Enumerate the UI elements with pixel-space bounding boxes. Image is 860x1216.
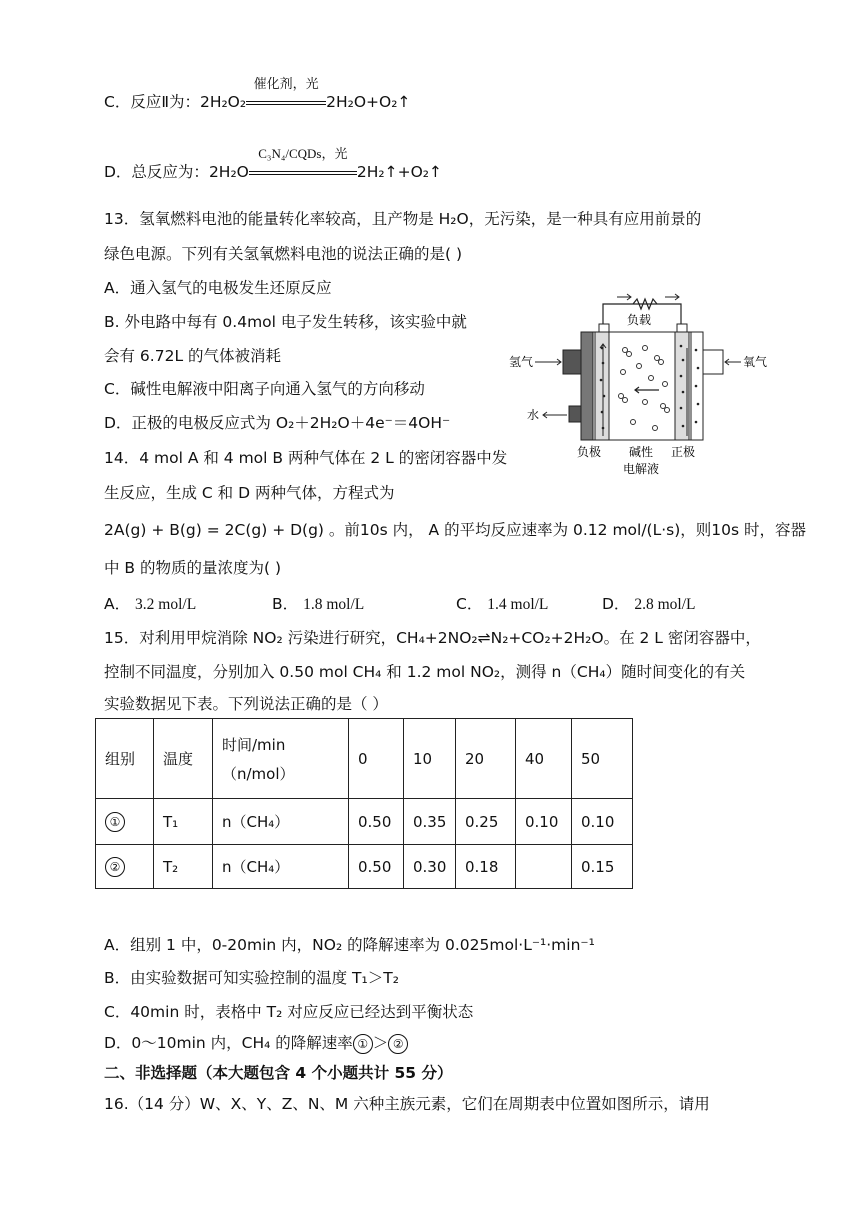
fuel-cell-diagram: [505, 288, 775, 484]
cathode-label: 正极: [671, 445, 696, 459]
group-number: ①: [105, 812, 125, 832]
table-cell: 0.50: [349, 845, 404, 889]
table-header-time: 时间/min: [222, 735, 286, 754]
table-cell: [96, 799, 154, 845]
table-cell: T₂: [154, 845, 213, 889]
q15-option-c: C．40min 时，表格中 T₂ 对应反应已经达到平衡状态: [104, 1003, 474, 1021]
q14-option-d-value: 2.8 mol/L: [634, 596, 696, 613]
table-cell: 0.15: [572, 845, 633, 889]
table-header-cell: 20: [456, 719, 516, 799]
q15-stem-line2: 控制不同温度，分别加入 0.50 mol CH₄ 和 1.2 mol NO₂，测得 n（CH₄）随时间变化的有关: [104, 663, 746, 681]
q12-c-prefix: C．反应Ⅱ为：: [104, 93, 200, 111]
q14-stem-line2: 生反应，生成 C 和 D 两种气体，方程式为: [104, 484, 395, 502]
q12-c-right: 2H₂O+O₂↑: [326, 93, 411, 111]
q14-option-c: [456, 592, 548, 614]
q15-option-b: B．由实验数据可知实验控制的温度 T₁＞T₂: [104, 969, 399, 987]
q14-stem-line1: 14．4 mol A 和 4 mol B 两种气体在 2 L 的密闭容器中发: [104, 449, 508, 467]
anode-label: 负极: [577, 445, 602, 459]
table-header-row: [96, 719, 633, 799]
table-row: [96, 845, 633, 889]
q15-option-d: [104, 1031, 408, 1054]
q12-d-right: 2H₂↑+O₂↑: [356, 163, 442, 181]
q14-option-d: [602, 592, 696, 614]
table-header-cell: [213, 719, 349, 799]
table-cell: [516, 845, 572, 889]
q13-option-b-line2: 会有 6.72L 的气体被消耗: [104, 347, 282, 365]
group-number: ②: [388, 1034, 408, 1054]
table-header-cell: 0: [349, 719, 404, 799]
q12-c-condition: 催化剂，光: [253, 77, 319, 92]
q14-option-a-value: 3.2 mol/L: [135, 596, 197, 613]
table-cell: 0.50: [349, 799, 404, 845]
q12-d-left: 2H₂O: [208, 163, 249, 181]
table-cell: n（CH₄）: [213, 799, 349, 845]
table-cell: n（CH₄）: [213, 845, 349, 889]
q14-option-a: [104, 592, 196, 614]
q14-option-b-value: 1.8 mol/L: [303, 596, 365, 613]
electrolyte-label-1: 碱性: [629, 445, 654, 459]
table-row: [96, 799, 633, 845]
table-header-unit: （n/mol）: [222, 764, 295, 783]
electrolyte-label-2: 电解液: [623, 462, 660, 476]
table-header-cell: 10: [404, 719, 456, 799]
q14-option-b: [272, 592, 364, 614]
table-cell: 0.10: [572, 799, 633, 845]
group-number: ①: [353, 1034, 373, 1054]
oxygen-label: 氧气: [743, 355, 768, 369]
table-cell: 0.25: [456, 799, 516, 845]
q13-option-b-line1: B. 外电路中每有 0.4mol 电子发生转移，该实验中就: [104, 313, 467, 331]
table-header-cell: 40: [516, 719, 572, 799]
q12-c-left: 2H₂O₂: [199, 93, 247, 111]
q13-option-a: A．通入氢气的电极发生还原反应: [104, 279, 332, 297]
q14-option-a-label: A．: [104, 595, 131, 613]
table-header-cell: 组别: [96, 719, 154, 799]
q13-stem-line2: 绿色电源。下列有关氢氧燃料电池的说法正确的是( ): [104, 245, 463, 263]
q12-d-condition: C₃N₄/CQDs，光: [258, 146, 348, 161]
q15-option-d-compare: ＞: [372, 1034, 389, 1052]
q15-option-a: A．组别 1 中，0-20min 内，NO₂ 的降解速率为 0.025mol·L⁻¹·min⁻¹: [104, 936, 595, 954]
q12-d-condition-arrow: [249, 146, 357, 181]
water-label: 水: [527, 408, 540, 422]
group-number: ②: [105, 857, 125, 877]
load-label: 负载: [627, 313, 652, 327]
q12-d-prefix: D．总反应为：: [104, 163, 209, 181]
section-heading: 二、非选择题（本大题包含 4 个小题共计 55 分）: [104, 1064, 453, 1082]
q13-stem-line1: 13．氢氧燃料电池的能量转化率较高，且产物是 H₂O，无污染，是一种具有应用前景的: [104, 210, 702, 228]
q15-stem-line1: 15．对利用甲烷消除 NO₂ 污染进行研究，CH₄+2NO₂⇌N₂+CO₂+2H₂O。在 2 L 密闭容器中，: [104, 629, 761, 647]
q15-option-d-text: D．0～10min 内，CH₄ 的降解速率: [104, 1034, 353, 1052]
q13-option-d: D．正极的电极反应式为 O₂＋2H₂O＋4e⁻＝4OH⁻: [104, 414, 451, 432]
table-header-cell: 50: [572, 719, 633, 799]
table-cell: 0.30: [404, 845, 456, 889]
q14-stem-line4: 中 B 的物质的量浓度为( ): [104, 559, 282, 577]
table-cell: T₁: [154, 799, 213, 845]
q14-stem-line3: 2A(g) + B(g) = 2C(g) + D(g) 。前10s 内， A 的平均反应速率为 0.12 mol/(L·s)，则10s 时，容器: [104, 521, 807, 539]
q12-option-c: [104, 77, 411, 112]
table-cell: 0.10: [516, 799, 572, 845]
table-cell: 0.18: [456, 845, 516, 889]
q15-stem-line3: 实验数据见下表。下列说法正确的是（ ）: [104, 695, 388, 713]
q14-option-c-value: 1.4 mol/L: [487, 596, 549, 613]
q16-stem-line1: 16.（14 分）W、X、Y、Z、N、M 六种主族元素，它们在周期表中位置如图所示，请用: [104, 1095, 710, 1113]
table-cell: 0.35: [404, 799, 456, 845]
q14-option-d-label: D．: [602, 595, 630, 613]
q12-option-d: [104, 146, 442, 182]
table-header-cell: 温度: [154, 719, 213, 799]
q15-data-table: [95, 718, 633, 889]
table-cell: [96, 845, 154, 889]
q14-option-b-label: B．: [272, 595, 299, 613]
q13-option-c: C．碱性电解液中阳离子向通入氢气的方向移动: [104, 380, 425, 398]
q14-option-c-label: C．: [456, 595, 483, 613]
hydrogen-label: 氢气: [509, 355, 534, 369]
q12-c-condition-arrow: [246, 77, 326, 111]
